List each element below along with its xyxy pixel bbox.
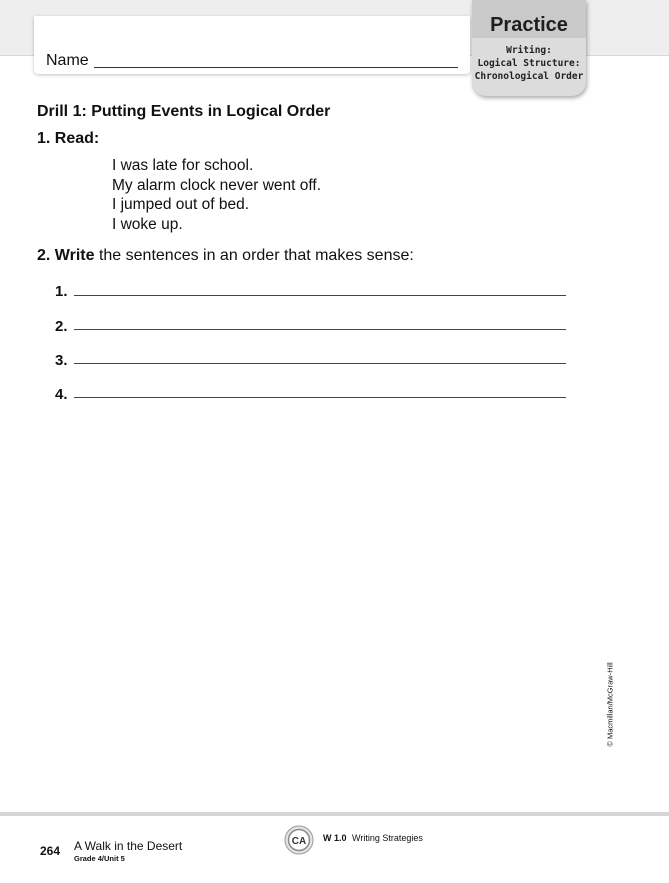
answer-number: 1. [55,283,68,300]
answer-line-1[interactable] [74,295,566,296]
question-2-verb: Write [54,247,95,264]
answer-line-4[interactable] [74,397,566,398]
answer-number: 2. [55,318,68,335]
answer-number: 4. [55,386,68,403]
name-box [34,16,470,74]
standard-code: W 1.0 [323,833,347,843]
practice-subtitle-line: Chronological Order [474,71,584,82]
ca-standards-icon [284,825,314,855]
question-2-number: 2. [37,247,51,264]
grade-unit: Grade 4/Unit 5 [74,854,125,863]
answer-number: 3. [55,352,68,369]
question-1-label: 1. Read: [37,130,100,147]
page-number: 264 [40,844,61,858]
answer-line-2[interactable] [74,329,566,330]
sentence: I jumped out of bed. [112,196,250,213]
book-title: A Walk in the Desert [74,839,183,853]
practice-subtitle [472,44,586,83]
question-2 [37,247,414,265]
practice-title: Practice [472,0,586,38]
standard-name: Writing Strategies [352,833,423,843]
copyright-notice: © Macmillan/McGraw-Hill [605,662,615,747]
practice-subtitle-line: Writing: [506,45,552,56]
practice-subtitle-line: Logical Structure: [477,58,581,69]
sentence-list [112,156,321,234]
name-line[interactable] [94,67,458,68]
sentence: My alarm clock never went off. [112,176,322,194]
footer-band [0,812,669,816]
ca-logo-text: CA [291,836,307,847]
sentence: I was late for school. [112,157,254,174]
sentence: I woke up. [112,215,183,233]
practice-tab [472,0,586,96]
question-2-text: the sentences in an order that makes sense: [94,247,414,264]
name-label: Name [46,52,89,69]
drill-title: Drill 1: Putting Events in Logical Order [37,103,331,120]
answer-line-3[interactable] [74,363,566,364]
